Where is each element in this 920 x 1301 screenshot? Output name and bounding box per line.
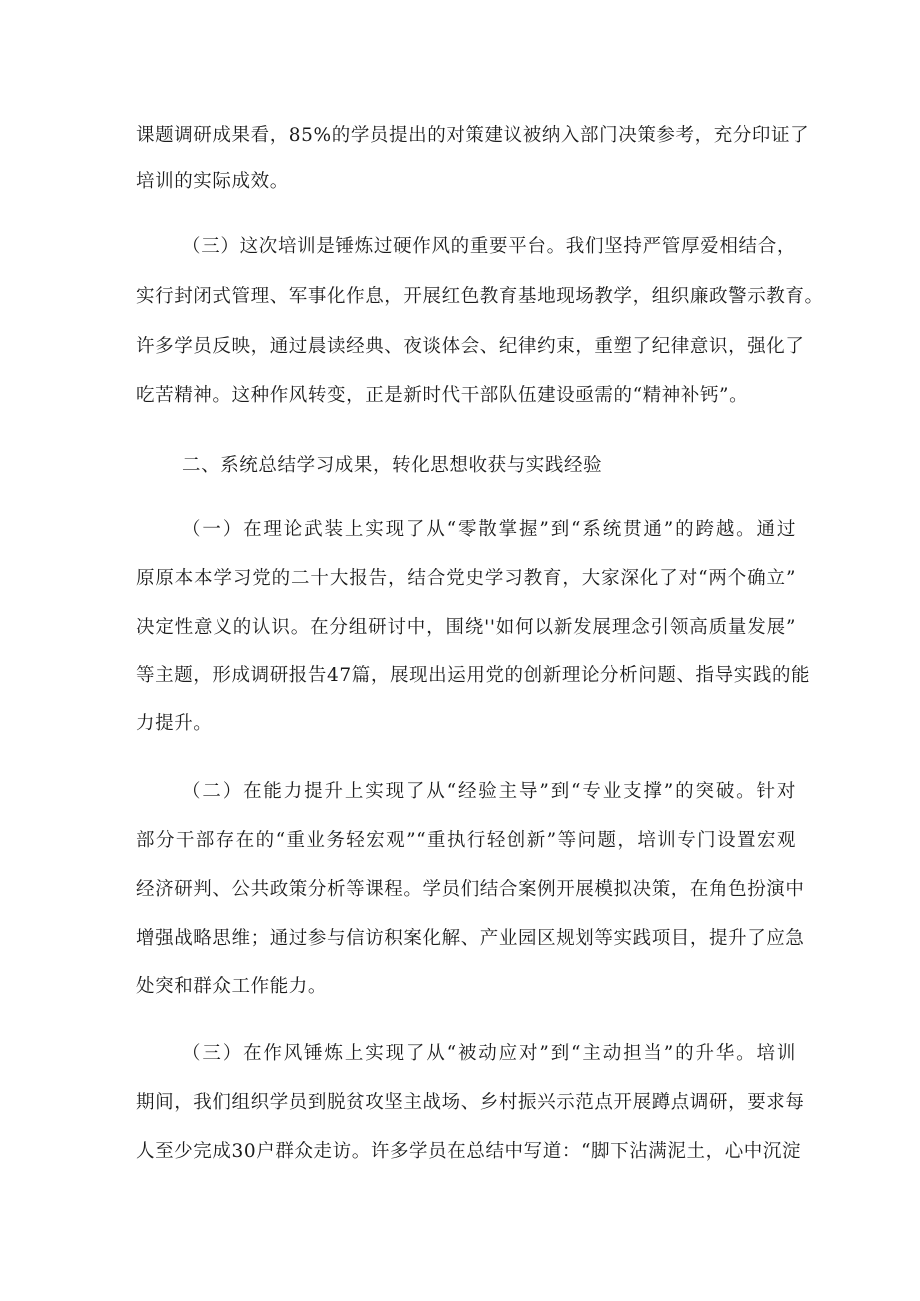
text-line: 培训的实际成效。 xyxy=(136,171,289,192)
text-line: 力提升。 xyxy=(136,713,213,734)
paragraph-heading-line: （二）在能力提升上实现了从“经验主导”到“专业支撑”的突破。针对 xyxy=(182,781,796,802)
text-line: 等主题，形成调研报告47篇，展现出运用党的创新理论分析问题、指导实践的能 xyxy=(136,665,811,686)
text-line: 部分干部存在的“重业务轻宏观”“重执行轻创新”等问题，培训专门设置宏观 xyxy=(136,830,796,851)
paragraph-heading-line: （三）这次培训是锤炼过硬作风的重要平台。我们坚持严管厚爱相结合， xyxy=(182,236,796,257)
paragraph-heading-line: （一）在理论武装上实现了从“零散掌握”到“系统贯通”的跨越。通过 xyxy=(182,519,796,540)
paragraph-heading-line: （三）在作风锤炼上实现了从“被动应对”到“主动担当”的升华。培训 xyxy=(182,1043,796,1064)
section-heading: 二、系统总结学习成果，转化思想收获与实践经验 xyxy=(182,455,603,476)
text-line: 吃苦精神。这种作风转变，正是新时代干部队伍建设亟需的“精神补钙”。 xyxy=(136,385,749,406)
text-line: 经济研判、公共政策分析等课程。学员们结合案例开展模拟决策，在角色扮演中 xyxy=(136,879,805,900)
text-line: 实行封闭式管理、军事化作息，开展红色教育基地现场教学，组织廉政警示教育。 xyxy=(136,286,824,307)
text-line: 决定性意义的认识。在分组研讨中，围绕''如何以新发展理念引领高质量发展” xyxy=(136,617,796,638)
text-line: 人至少完成30户群众走访。许多学员在总结中写道：“脚下沾满泥土，心中沉淀 xyxy=(136,1141,802,1162)
text-line: 增强战略思维；通过参与信访积案化解、产业园区规划等实践项目，提升了应急 xyxy=(136,928,805,949)
text-line: 期间，我们组织学员到脱贫攻坚主战场、乡村振兴示范点开展蹲点调研，要求每 xyxy=(136,1092,805,1113)
text-line: 处突和群众工作能力。 xyxy=(136,976,328,997)
text-line: 课题调研成果看，85%的学员提出的对策建议被纳入部门决策参考，充分印证了 xyxy=(136,125,810,146)
text-line: 原原本本学习党的二十大报告，结合党史学习教育，大家深化了对“两个确立” xyxy=(136,568,796,589)
text-line: 许多学员反映，通过晨读经典、夜谈体会、纪律约束，重塑了纪律意识，强化了 xyxy=(136,336,805,357)
